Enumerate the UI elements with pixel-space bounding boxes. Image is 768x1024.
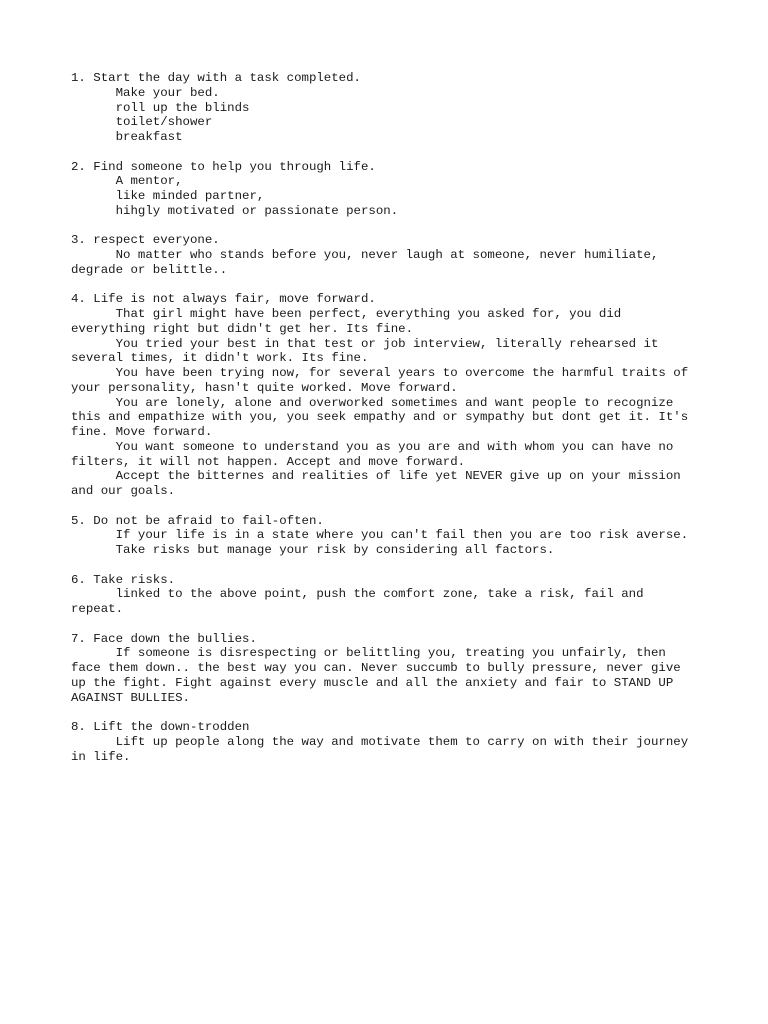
text-line: Accept the bitternes and realities of life yet NEVER give up on your mission bbox=[71, 469, 681, 484]
section-7 bbox=[71, 632, 711, 706]
text-line: Lift up people along the way and motivate them to carry on with their journey bbox=[71, 734, 689, 749]
text-line: AGAINST BULLIES. bbox=[71, 690, 190, 705]
text-line: roll up the blinds bbox=[71, 100, 250, 115]
text-line: face them down.. the best way you can. Never succumb to bully pressure, never give bbox=[71, 661, 681, 675]
text-line: If your life is in a state where you can't fail then you are too risk averse. bbox=[71, 528, 689, 543]
text-line: No matter who stands before you, never laugh at someone, never humiliate, bbox=[71, 248, 659, 262]
text-line: degrade or belittle.. bbox=[71, 262, 228, 277]
text-line: hihgly motivated or passionate person. bbox=[71, 203, 399, 218]
text-line: linked to the above point, push the comfort zone, take a risk, fail and bbox=[71, 587, 644, 602]
text-line: your personality, hasn't quite worked. Move forward. bbox=[71, 380, 458, 395]
text-line: up the fight. Fight against every muscle and all the anxiety and fair to STAND UP bbox=[71, 675, 674, 690]
text-line: You tried your best in that test or job interview, literally rehearsed it bbox=[71, 336, 659, 351]
text-line: You are lonely, alone and overworked sometimes and want people to recognize bbox=[71, 395, 674, 410]
section-8 bbox=[71, 720, 711, 764]
text-line: You want someone to understand you as you are and with whom you can have no bbox=[71, 439, 674, 454]
text-line: fine. Move forward. bbox=[71, 425, 213, 439]
text-line: this and empathize with you, you seek empathy and or sympathy but dont get it. It's bbox=[71, 410, 689, 425]
text-line: everything right but didn't get her. Its fine. bbox=[71, 321, 414, 336]
section-1 bbox=[71, 71, 711, 145]
text-line: in life. bbox=[71, 749, 131, 764]
section-heading: 4. Life is not always fair, move forward. bbox=[71, 292, 376, 307]
text-line: That girl might have been perfect, everything you asked for, you did bbox=[71, 307, 622, 321]
section-2 bbox=[71, 160, 711, 219]
section-5 bbox=[71, 514, 711, 558]
section-heading: 1. Start the day with a task completed. bbox=[71, 71, 361, 85]
section-heading: 2. Find someone to help you through life. bbox=[71, 159, 376, 174]
section-heading: 8. Lift the down-trodden bbox=[71, 720, 250, 734]
section-heading: 3. respect everyone. bbox=[71, 233, 220, 248]
section-heading: 5. Do not be afraid to fail-often. bbox=[71, 513, 324, 528]
text-line: Take risks but manage your risk by considering all factors. bbox=[71, 543, 555, 557]
text-line: toilet/shower bbox=[71, 115, 213, 130]
text-line: You have been trying now, for several years to overcome the harmful traits of bbox=[71, 366, 689, 380]
text-line: If someone is disrespecting or belittling you, treating you unfairly, then bbox=[71, 646, 666, 661]
section-3 bbox=[71, 233, 711, 277]
section-heading: 7. Face down the bullies. bbox=[71, 631, 257, 646]
text-line: A mentor, bbox=[71, 174, 183, 189]
section-4 bbox=[71, 292, 711, 499]
text-line: breakfast bbox=[71, 130, 183, 144]
section-heading: 6. Take risks. bbox=[71, 572, 176, 587]
section-6 bbox=[71, 573, 711, 617]
text-line: several times, it didn't work. Its fine. bbox=[71, 351, 369, 366]
document-page bbox=[71, 71, 711, 779]
text-line: filters, it will not happen. Accept and move forward. bbox=[71, 454, 466, 469]
text-line: and our goals. bbox=[71, 484, 176, 498]
text-line: like minded partner, bbox=[71, 189, 265, 203]
text-line: Make your bed. bbox=[71, 85, 220, 100]
text-line: repeat. bbox=[71, 602, 124, 616]
